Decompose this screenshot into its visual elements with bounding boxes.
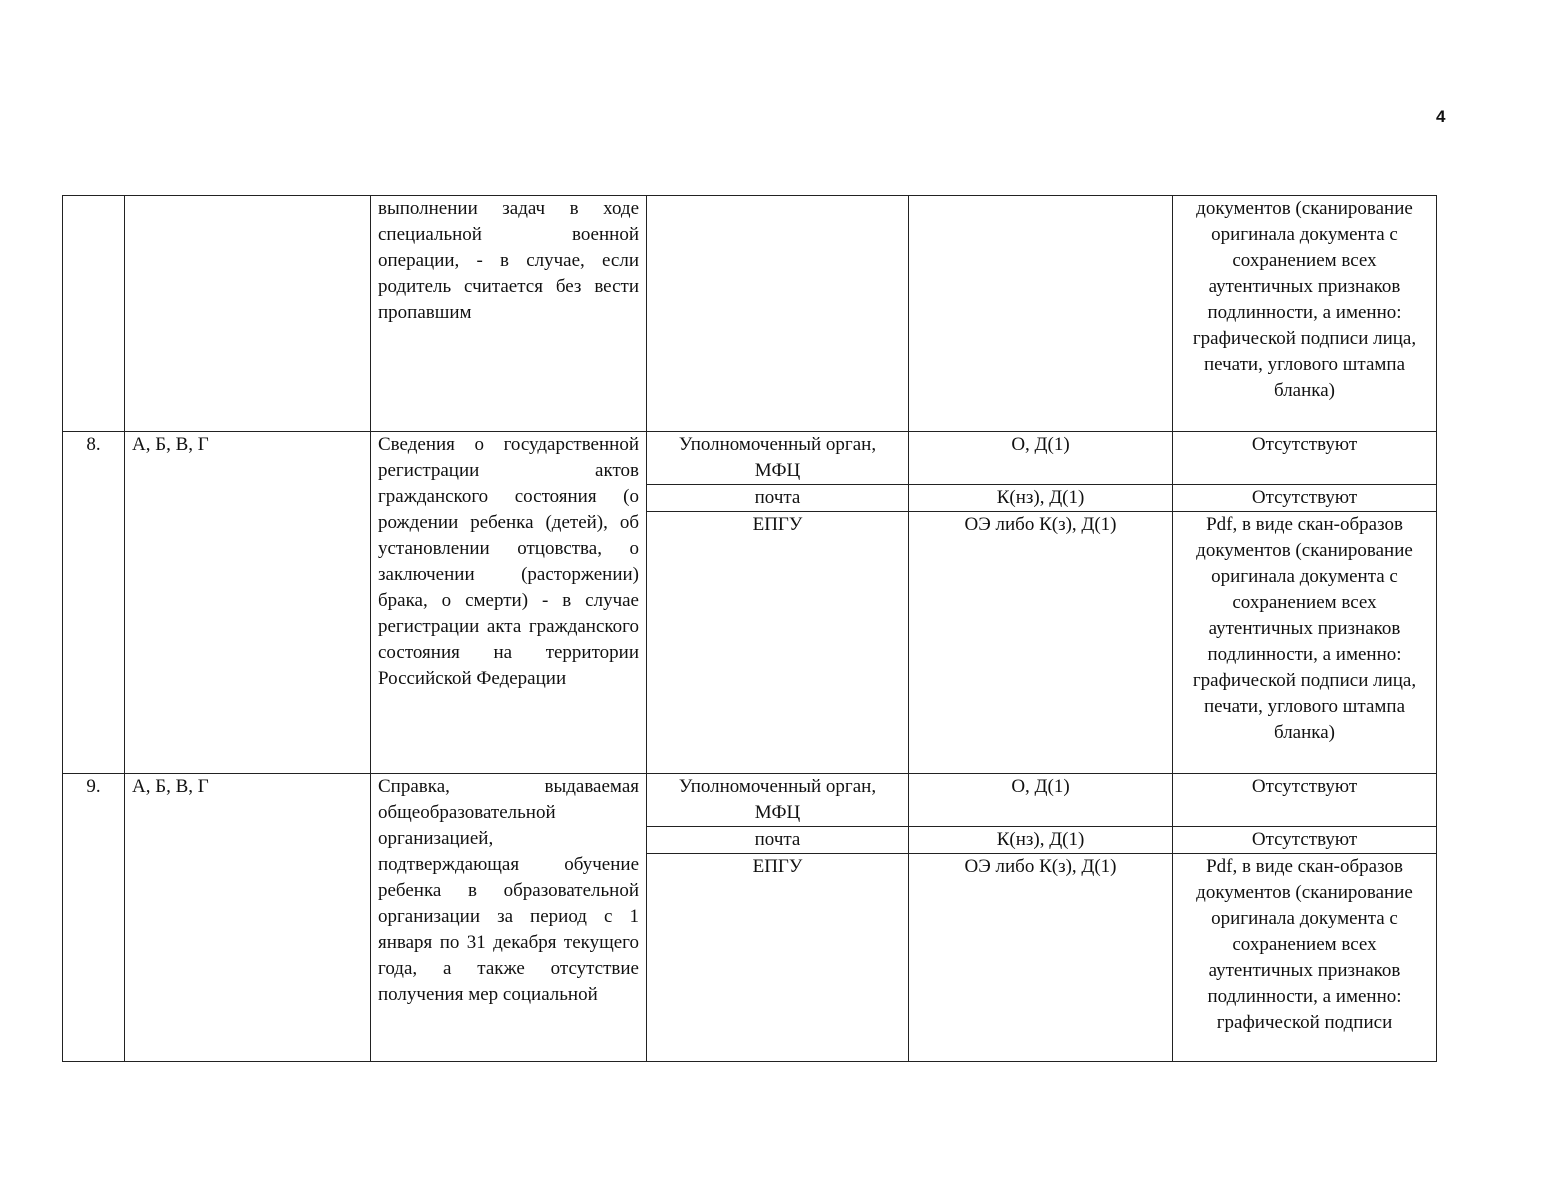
form-cell: О, Д(1) [909, 432, 1173, 485]
table-row-9 [63, 774, 1437, 827]
format-cell: Отсутствуют [1173, 774, 1437, 827]
table-row-continuation [63, 196, 1437, 432]
channel-cell: почта [647, 485, 909, 512]
description-cell: Сведения о государственной регистрации актов гражданского состояния (о рождении ребенка (детей), об установлении отцовства, о заключении (расторжении) брака, о смерти) - в случае регистрации акта гражданского состояния на территории Российской Федерации [371, 432, 647, 774]
categories-cell: А, Б, В, Г [125, 432, 371, 774]
table-row-8 [63, 432, 1437, 485]
description-cell: Справка, выдаваемая общеобразовательной организацией, подтверждающая обучение ребенка в образовательной организации за период с 1 января по 31 декабря текущего года, а также отсутствие получения мер социальной [371, 774, 647, 1062]
form-cell: ОЭ либо К(з), Д(1) [909, 854, 1173, 1062]
categories-cell [125, 196, 371, 432]
channel-cell: почта [647, 827, 909, 854]
form-cell: К(нз), Д(1) [909, 827, 1173, 854]
format-cell: Отсутствуют [1173, 485, 1437, 512]
categories-cell: А, Б, В, Г [125, 774, 371, 1062]
row-number-cell [63, 196, 125, 432]
form-cell: О, Д(1) [909, 774, 1173, 827]
format-cell: Отсутствуют [1173, 432, 1437, 485]
description-cell: выполнении задач в ходе специальной военной операции, - в случае, если родитель считается без вести пропавшим [371, 196, 647, 432]
channel-cell: Уполномоченный орган, МФЦ [647, 774, 909, 827]
form-cell [909, 196, 1173, 432]
channel-cell: Уполномоченный орган, МФЦ [647, 432, 909, 485]
documents-table [62, 195, 1437, 1062]
format-cell: Отсутствуют [1173, 827, 1437, 854]
row-number-cell: 8. [63, 432, 125, 774]
format-cell: Pdf, в виде скан-образов документов (сканирование оригинала документа с сохранением всех аутентичных признаков подлинности, а именно: графической подписи [1173, 854, 1437, 1062]
page-number: 4 [1436, 107, 1446, 126]
format-cell: документов (сканирование оригинала документа с сохранением всех аутентичных признаков подлинности, а именно: графической подписи лица, печати, углового штампа бланка) [1173, 196, 1437, 432]
format-cell: Pdf, в виде скан-образов документов (сканирование оригинала документа с сохранением всех аутентичных признаков подлинности, а именно: графической подписи лица, печати, углового штампа бланка) [1173, 512, 1437, 774]
row-number-cell: 9. [63, 774, 125, 1062]
form-cell: К(нз), Д(1) [909, 485, 1173, 512]
channel-cell: ЕПГУ [647, 854, 909, 1062]
form-cell: ОЭ либо К(з), Д(1) [909, 512, 1173, 774]
channel-cell [647, 196, 909, 432]
channel-cell: ЕПГУ [647, 512, 909, 774]
